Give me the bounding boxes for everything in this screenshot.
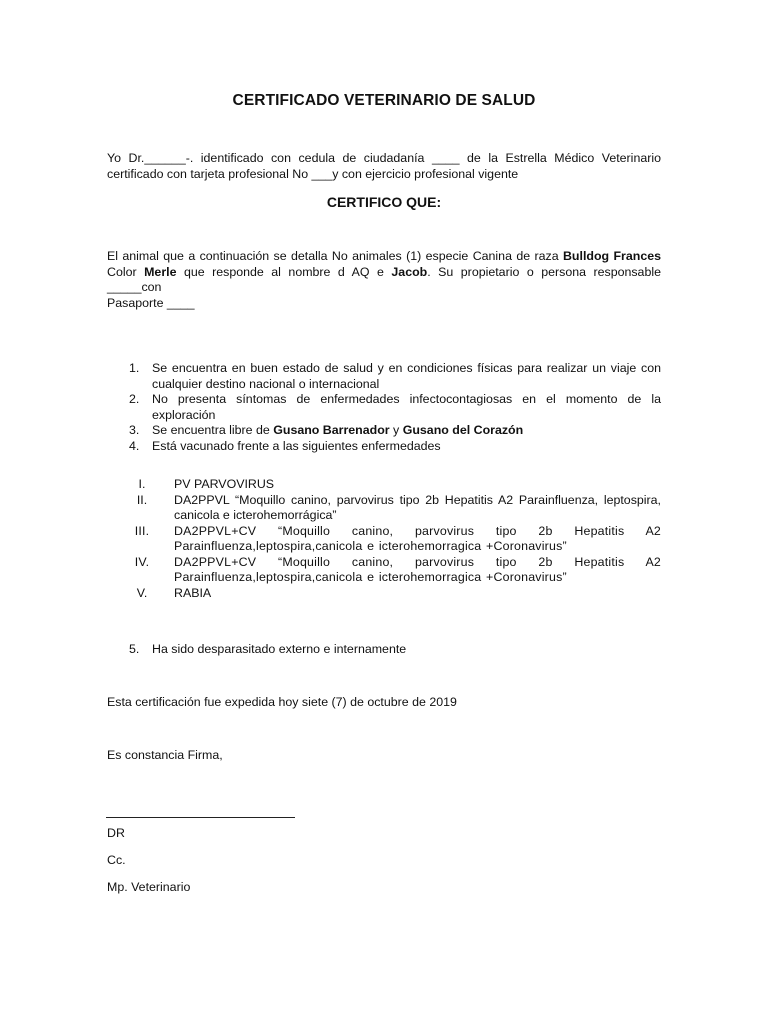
closing-statement: Es constancia Firma,: [107, 748, 223, 762]
vaccine-text: DA2PPVL “Moquillo canino, parvovirus tipo 2b Hepatitis A2 Parainfluenza, leptospira, canicola e icterohemorrágica”: [174, 492, 661, 522]
intro-paragraph: [107, 151, 661, 182]
list-number: 4.: [129, 438, 140, 453]
vaccine-item: [107, 586, 661, 602]
list-number: 2.: [129, 392, 140, 406]
list-item: [107, 423, 661, 439]
certification-list: [107, 361, 661, 454]
list-text: Está vacunado frente a las siguientes enfermedades: [152, 438, 441, 453]
vaccine-number: II.: [136, 492, 148, 507]
intro-line-2: certificado con tarjeta profesional No ___y con ejercicio profesional vigente: [107, 166, 519, 181]
intro-line-1: Yo Dr.______-. identificado con cedula de ciudadanía ____ de la Estrella Médico Veterinario: [107, 151, 661, 165]
list-number: 5.: [129, 642, 140, 656]
vaccine-item: [107, 555, 661, 586]
animal-paragraph: [107, 249, 661, 311]
vaccine-list: [107, 477, 661, 601]
vaccine-item: [107, 524, 661, 555]
list-text-pre: Se encuentra libre de: [152, 423, 274, 437]
animal-text-3: que responde al nombre d AQ e: [176, 264, 392, 279]
animal-text-4: . Su propietario o persona responsable _____con: [107, 264, 661, 294]
vaccine-number: V.: [136, 585, 148, 600]
certifico-heading: CERTIFICO QUE:: [326, 194, 442, 210]
list-bold-2: Gusano del Corazón: [402, 423, 524, 437]
vaccine-text: DA2PPVL+CV “Moquillo canino, parvovirus tipo 2b Hepatitis A2 Parainfluenza,leptospira,canicola e icterohemorragica +Coronavirus”: [174, 523, 661, 553]
list-text-mid: y: [389, 423, 403, 437]
list-number: 1.: [129, 361, 140, 375]
vaccine-text: PV PARVOVIRUS: [174, 477, 275, 491]
list-item: [107, 642, 661, 658]
final-list: [107, 642, 661, 658]
vaccine-text: DA2PPVL+CV “Moquillo canino, parvovirus tipo 2b Hepatitis A2 Parainfluenza,leptospira,canicola e icterohemorragica +Coronavirus”: [174, 554, 661, 584]
vaccine-text: RABIA: [174, 585, 212, 600]
animal-line-2: [107, 265, 661, 296]
animal-line-3: Pasaporte ____: [107, 295, 195, 310]
signature-dr: DR: [107, 826, 125, 840]
list-item: [107, 392, 661, 423]
list-number: 3.: [129, 423, 140, 437]
animal-text-1: El animal que a continuación se detalla No animales (1) especie Canina de raza: [107, 249, 563, 263]
list-text: No presenta síntomas de enfermedades infectocontagiosas en el momento de la exploración: [152, 392, 661, 422]
list-text: Ha sido desparasitado externo e internamente: [152, 642, 407, 656]
list-item: [107, 439, 661, 455]
vaccine-item: [107, 477, 661, 493]
vaccine-number: I.: [138, 477, 146, 491]
animal-name: Jacob: [391, 264, 428, 279]
animal-breed: Bulldog Frances: [562, 249, 661, 263]
signature-mp: Mp. Veterinario: [107, 880, 191, 894]
vaccine-number: IV.: [134, 554, 150, 569]
animal-text-2: Color: [107, 264, 145, 279]
vaccine-item: [107, 493, 661, 524]
issued-statement: Esta certificación fue expedida hoy siete (7) de octubre de 2019: [107, 695, 457, 709]
vaccine-number: III.: [134, 523, 150, 538]
list-text: Se encuentra en buen estado de salud y en condiciones físicas para realizar un viaje con cualquier destino nacional o internacional: [152, 361, 661, 391]
animal-color: Merle: [144, 264, 177, 279]
animal-line-1: [107, 249, 661, 265]
list-item: [107, 361, 661, 392]
signature-line: [106, 817, 295, 818]
document-title: CERTIFICADO VETERINARIO DE SALUD: [232, 92, 536, 109]
signature-cc: Cc.: [107, 853, 126, 867]
list-bold-1: Gusano Barrenador: [273, 423, 390, 437]
